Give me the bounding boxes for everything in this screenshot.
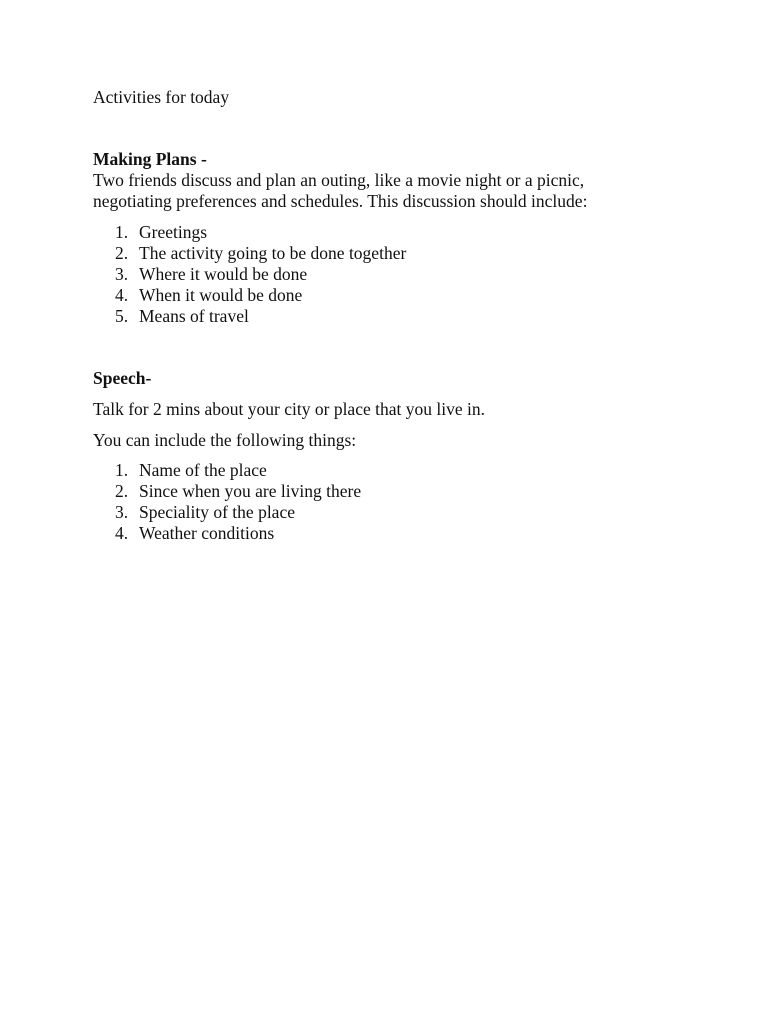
list-item-text: Weather conditions [139,523,275,543]
list-item [93,460,361,481]
list-item-text: Where it would be done [139,264,308,284]
list-number: 2. [115,481,129,501]
list-number: 3. [115,264,129,284]
list-item-text: The activity going to be done together [139,243,407,263]
list-number: 2. [115,243,129,263]
list-number: 1. [115,460,129,480]
list-item-text: Since when you are living there [139,481,362,501]
list-number: 3. [115,502,129,522]
list-item-text: Speciality of the place [139,502,295,522]
list-item [93,264,406,285]
making-plans-list [93,222,406,327]
section-paragraph-making-plans: Two friends discuss and plan an outing, like a movie night or a picnic, negotiating preferences and schedules. This discussion should include: [93,170,588,211]
list-item [93,243,406,264]
list-item [93,481,361,502]
speech-paragraph-2: You can include the following things: [93,430,357,450]
list-number: 4. [115,285,129,305]
list-number: 4. [115,523,129,543]
list-item-text: When it would be done [139,285,303,305]
list-item [93,222,406,243]
speech-list [93,460,361,544]
list-item-text: Means of travel [139,306,249,326]
list-item [93,306,406,327]
section-heading-making-plans: Making Plans - [93,149,207,169]
list-item [93,285,406,306]
list-item [93,502,361,523]
list-number: 1. [115,222,129,242]
list-item-text: Greetings [139,222,208,242]
document-title: Activities for today [93,87,230,107]
speech-paragraph-1: Talk for 2 mins about your city or place that you live in. [93,399,485,419]
list-number: 5. [115,306,129,326]
list-item-text: Name of the place [139,460,267,480]
list-item [93,523,361,544]
section-heading-speech: Speech- [93,368,152,388]
